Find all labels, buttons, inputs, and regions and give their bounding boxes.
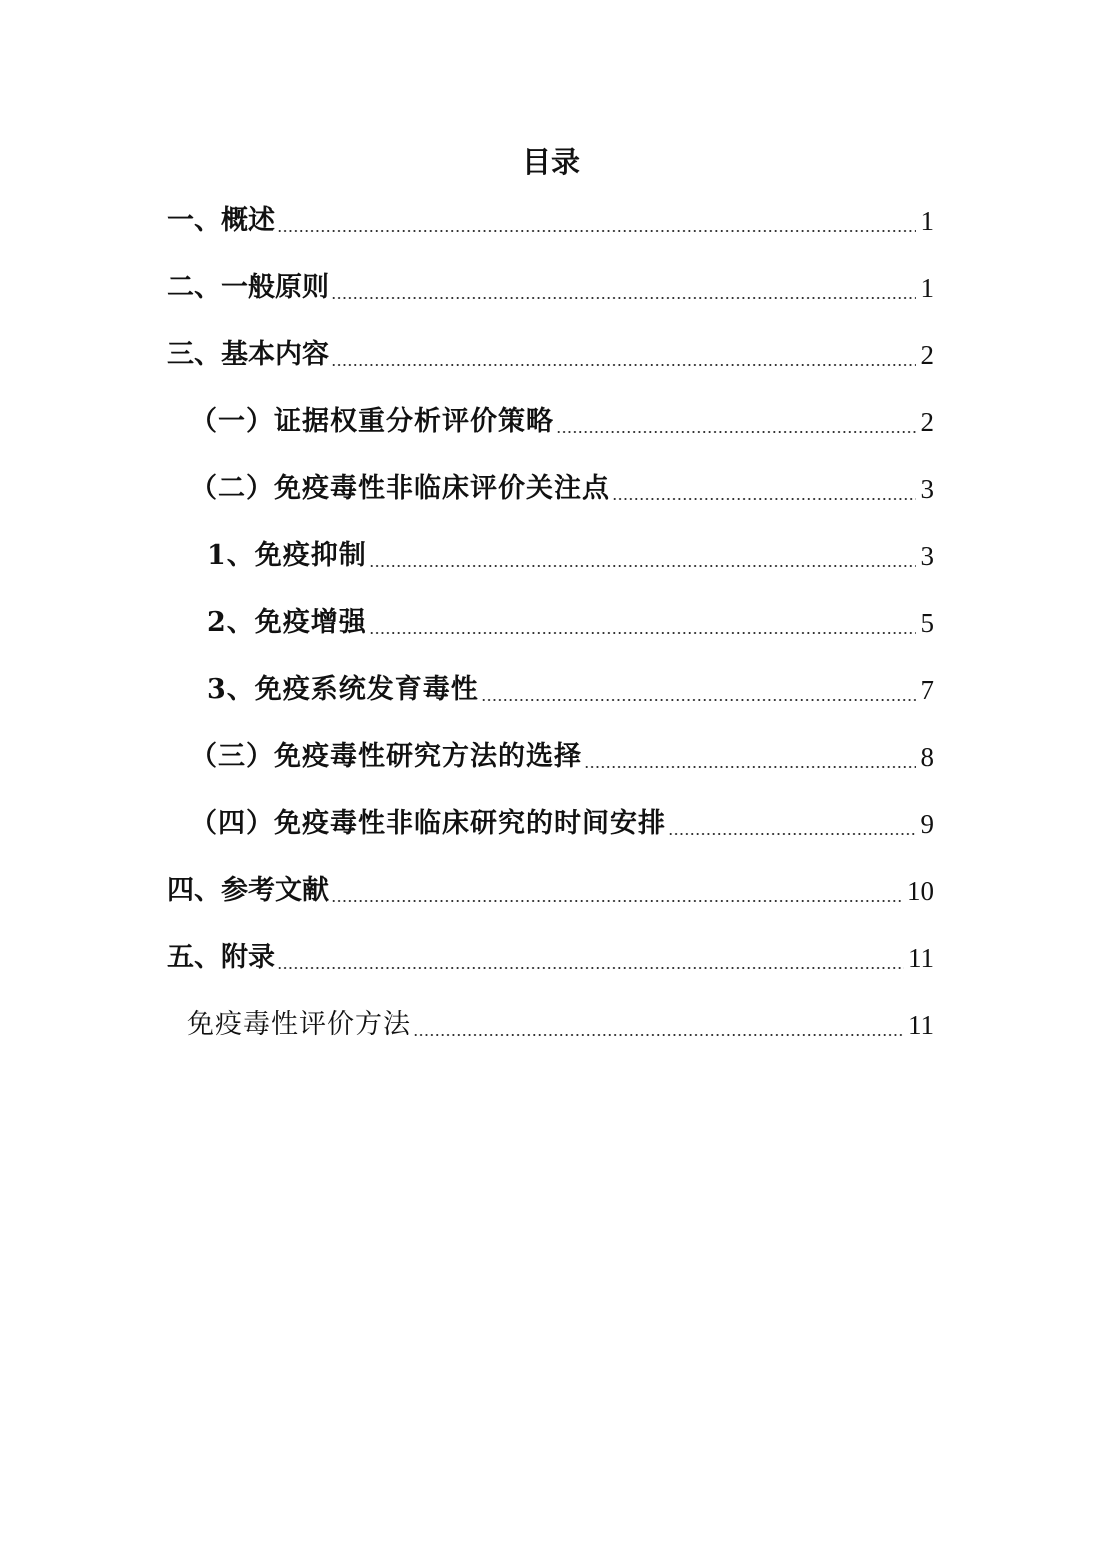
toc-page-number: 8	[920, 742, 934, 772]
toc-entry-label: 二、一般原则	[167, 272, 329, 303]
toc-page-number: 7	[920, 675, 934, 705]
toc-entry-method-selection[interactable]	[190, 734, 934, 780]
dot-leader	[369, 631, 916, 635]
toc-entry-general-principles[interactable]	[167, 265, 934, 311]
toc-entry-label: （一）证据权重分析评价策略	[190, 406, 554, 437]
dot-leader	[413, 1033, 904, 1037]
dot-leader	[331, 899, 903, 903]
toc-entry-label: 1、免疫抑制	[207, 540, 367, 571]
toc-entry-label: 三、基本内容	[167, 339, 329, 370]
toc-entry-overview[interactable]	[167, 198, 934, 244]
toc-page-number: 1	[920, 273, 934, 303]
toc-entry-evaluation-methods[interactable]	[187, 1002, 934, 1048]
toc-entry-label: 五、附录	[167, 942, 275, 973]
dot-leader	[331, 363, 916, 367]
toc-page-number: 2	[920, 407, 934, 437]
toc-entry-appendix[interactable]	[167, 935, 934, 981]
toc-entry-basic-content[interactable]	[167, 332, 934, 378]
dot-leader	[556, 430, 916, 434]
toc-page-number: 2	[920, 340, 934, 370]
toc-entry-label: （二）免疫毒性非临床评价关注点	[190, 473, 610, 504]
toc-entry-immunoenhancement[interactable]	[207, 600, 934, 646]
dot-leader	[584, 765, 916, 769]
dot-leader	[481, 698, 916, 702]
toc-entry-label: （四）免疫毒性非临床研究的时间安排	[190, 808, 666, 839]
dot-leader	[668, 832, 916, 836]
dot-leader	[612, 497, 916, 501]
toc-entry-label: 3、免疫系统发育毒性	[207, 674, 479, 705]
dot-leader	[369, 564, 916, 568]
page-title: 目录	[521, 145, 580, 179]
toc-page-number: 1	[920, 206, 934, 236]
dot-leader	[277, 229, 916, 233]
toc-entry-label: 2、免疫增强	[207, 607, 367, 638]
toc-entry-immunosuppression[interactable]	[207, 533, 934, 579]
toc-entry-references[interactable]	[167, 868, 934, 914]
toc-entry-label: 免疫毒性评价方法	[187, 1009, 411, 1040]
toc-page-number: 10	[907, 876, 934, 906]
toc-entry-developmental-immunotoxicity[interactable]	[207, 667, 934, 713]
dot-leader	[277, 966, 904, 970]
toc-page-number: 5	[920, 608, 934, 638]
toc-page-number: 9	[920, 809, 934, 839]
toc-page-number: 3	[920, 541, 934, 571]
toc-entry-study-timing[interactable]	[190, 801, 934, 847]
toc-entry-label: 一、概述	[167, 205, 275, 236]
toc-page-number: 3	[920, 474, 934, 504]
toc-page-number: 11	[908, 1010, 934, 1040]
toc-entry-weight-of-evidence[interactable]	[190, 399, 934, 445]
toc-entry-label: （三）免疫毒性研究方法的选择	[190, 741, 582, 772]
toc-page-number: 11	[908, 943, 934, 973]
dot-leader	[331, 296, 916, 300]
toc-entry-label: 四、参考文献	[167, 875, 329, 906]
toc-entry-evaluation-focus[interactable]	[190, 466, 934, 512]
